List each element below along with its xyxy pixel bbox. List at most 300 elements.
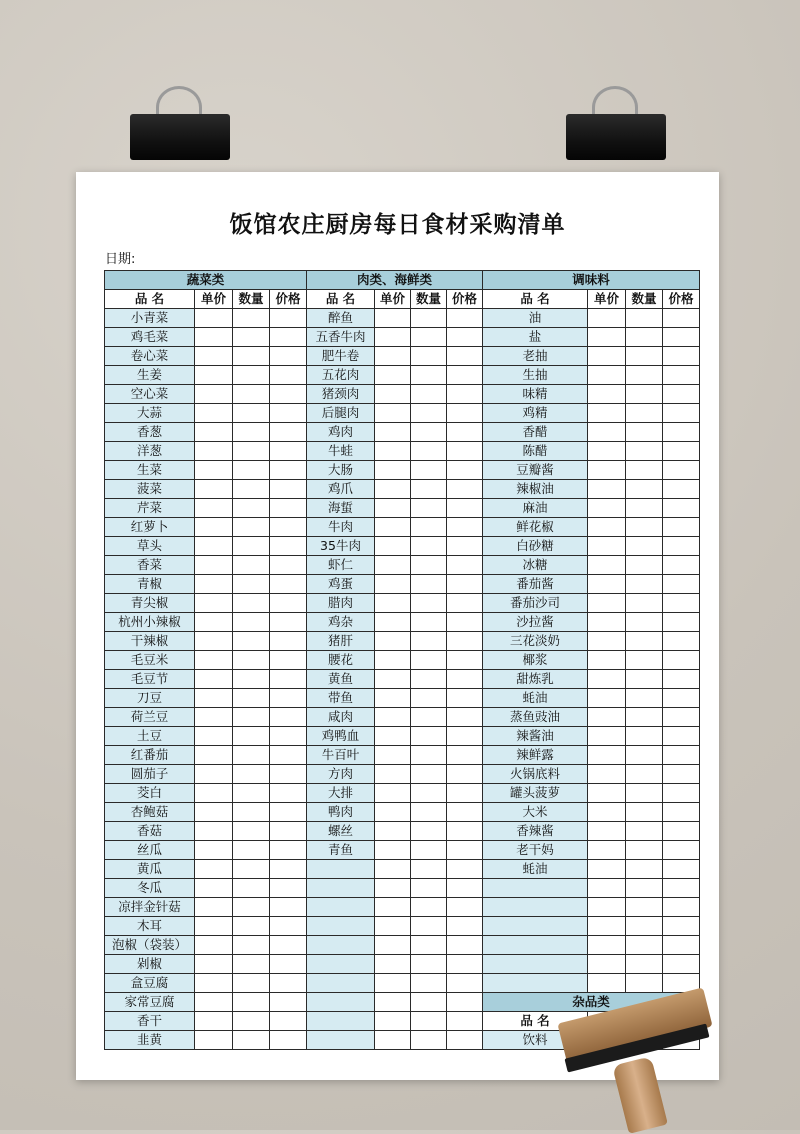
seasoning-price-cell[interactable] xyxy=(663,499,700,518)
veg-unit-price-cell[interactable] xyxy=(195,822,233,841)
veg-qty-cell[interactable] xyxy=(233,347,270,366)
seasoning-qty-cell[interactable] xyxy=(626,613,663,632)
seasoning-unit-price-cell[interactable] xyxy=(588,898,626,917)
veg-price-cell[interactable] xyxy=(270,556,307,575)
veg-unit-price-cell[interactable] xyxy=(195,423,233,442)
veg-price-cell[interactable] xyxy=(270,442,307,461)
meat-unit-price-cell[interactable] xyxy=(375,936,411,955)
meat-qty-cell[interactable] xyxy=(411,689,447,708)
meat-price-cell[interactable] xyxy=(447,423,483,442)
seasoning-price-cell[interactable] xyxy=(663,936,700,955)
veg-unit-price-cell[interactable] xyxy=(195,575,233,594)
veg-qty-cell[interactable] xyxy=(233,746,270,765)
meat-qty-cell[interactable] xyxy=(411,347,447,366)
meat-unit-price-cell[interactable] xyxy=(375,613,411,632)
seasoning-price-cell[interactable] xyxy=(663,708,700,727)
veg-qty-cell[interactable] xyxy=(233,556,270,575)
seasoning-qty-cell[interactable] xyxy=(626,784,663,803)
seasoning-price-cell[interactable] xyxy=(663,632,700,651)
veg-qty-cell[interactable] xyxy=(233,480,270,499)
meat-price-cell[interactable] xyxy=(447,1012,483,1031)
meat-qty-cell[interactable] xyxy=(411,328,447,347)
seasoning-qty-cell[interactable] xyxy=(626,841,663,860)
veg-price-cell[interactable] xyxy=(270,1031,307,1050)
seasoning-qty-cell[interactable] xyxy=(626,727,663,746)
veg-qty-cell[interactable] xyxy=(233,594,270,613)
meat-unit-price-cell[interactable] xyxy=(375,765,411,784)
seasoning-qty-cell[interactable] xyxy=(626,917,663,936)
meat-unit-price-cell[interactable] xyxy=(375,993,411,1012)
meat-price-cell[interactable] xyxy=(447,556,483,575)
meat-price-cell[interactable] xyxy=(447,309,483,328)
veg-unit-price-cell[interactable] xyxy=(195,1031,233,1050)
meat-unit-price-cell[interactable] xyxy=(375,1031,411,1050)
seasoning-unit-price-cell[interactable] xyxy=(588,575,626,594)
seasoning-qty-cell[interactable] xyxy=(626,404,663,423)
meat-qty-cell[interactable] xyxy=(411,765,447,784)
veg-qty-cell[interactable] xyxy=(233,727,270,746)
meat-price-cell[interactable] xyxy=(447,917,483,936)
seasoning-unit-price-cell[interactable] xyxy=(588,936,626,955)
seasoning-unit-price-cell[interactable] xyxy=(588,347,626,366)
veg-unit-price-cell[interactable] xyxy=(195,689,233,708)
seasoning-unit-price-cell[interactable] xyxy=(588,404,626,423)
seasoning-unit-price-cell[interactable] xyxy=(588,328,626,347)
veg-price-cell[interactable] xyxy=(270,822,307,841)
veg-qty-cell[interactable] xyxy=(233,442,270,461)
veg-qty-cell[interactable] xyxy=(233,518,270,537)
seasoning-price-cell[interactable] xyxy=(663,879,700,898)
meat-qty-cell[interactable] xyxy=(411,784,447,803)
meat-qty-cell[interactable] xyxy=(411,708,447,727)
veg-unit-price-cell[interactable] xyxy=(195,309,233,328)
meat-qty-cell[interactable] xyxy=(411,670,447,689)
veg-unit-price-cell[interactable] xyxy=(195,613,233,632)
seasoning-price-cell[interactable] xyxy=(663,594,700,613)
veg-qty-cell[interactable] xyxy=(233,822,270,841)
veg-unit-price-cell[interactable] xyxy=(195,708,233,727)
meat-unit-price-cell[interactable] xyxy=(375,708,411,727)
veg-qty-cell[interactable] xyxy=(233,708,270,727)
meat-price-cell[interactable] xyxy=(447,385,483,404)
meat-qty-cell[interactable] xyxy=(411,746,447,765)
meat-price-cell[interactable] xyxy=(447,746,483,765)
meat-price-cell[interactable] xyxy=(447,879,483,898)
seasoning-qty-cell[interactable] xyxy=(626,575,663,594)
seasoning-price-cell[interactable] xyxy=(663,385,700,404)
meat-price-cell[interactable] xyxy=(447,841,483,860)
meat-qty-cell[interactable] xyxy=(411,860,447,879)
meat-qty-cell[interactable] xyxy=(411,803,447,822)
veg-price-cell[interactable] xyxy=(270,993,307,1012)
seasoning-unit-price-cell[interactable] xyxy=(588,708,626,727)
veg-unit-price-cell[interactable] xyxy=(195,803,233,822)
veg-price-cell[interactable] xyxy=(270,347,307,366)
veg-unit-price-cell[interactable] xyxy=(195,860,233,879)
veg-unit-price-cell[interactable] xyxy=(195,841,233,860)
seasoning-unit-price-cell[interactable] xyxy=(588,974,626,993)
veg-unit-price-cell[interactable] xyxy=(195,765,233,784)
seasoning-price-cell[interactable] xyxy=(663,518,700,537)
veg-price-cell[interactable] xyxy=(270,328,307,347)
veg-unit-price-cell[interactable] xyxy=(195,784,233,803)
seasoning-price-cell[interactable] xyxy=(663,803,700,822)
veg-unit-price-cell[interactable] xyxy=(195,537,233,556)
meat-qty-cell[interactable] xyxy=(411,898,447,917)
veg-unit-price-cell[interactable] xyxy=(195,366,233,385)
seasoning-unit-price-cell[interactable] xyxy=(588,518,626,537)
veg-unit-price-cell[interactable] xyxy=(195,461,233,480)
meat-qty-cell[interactable] xyxy=(411,594,447,613)
meat-qty-cell[interactable] xyxy=(411,936,447,955)
veg-unit-price-cell[interactable] xyxy=(195,898,233,917)
meat-price-cell[interactable] xyxy=(447,594,483,613)
seasoning-qty-cell[interactable] xyxy=(626,765,663,784)
meat-unit-price-cell[interactable] xyxy=(375,575,411,594)
seasoning-qty-cell[interactable] xyxy=(626,936,663,955)
seasoning-unit-price-cell[interactable] xyxy=(588,366,626,385)
veg-unit-price-cell[interactable] xyxy=(195,556,233,575)
meat-price-cell[interactable] xyxy=(447,822,483,841)
veg-unit-price-cell[interactable] xyxy=(195,347,233,366)
meat-qty-cell[interactable] xyxy=(411,480,447,499)
seasoning-qty-cell[interactable] xyxy=(626,309,663,328)
meat-qty-cell[interactable] xyxy=(411,1031,447,1050)
meat-price-cell[interactable] xyxy=(447,936,483,955)
seasoning-qty-cell[interactable] xyxy=(626,328,663,347)
seasoning-price-cell[interactable] xyxy=(663,613,700,632)
seasoning-unit-price-cell[interactable] xyxy=(588,784,626,803)
meat-qty-cell[interactable] xyxy=(411,651,447,670)
seasoning-qty-cell[interactable] xyxy=(626,651,663,670)
veg-unit-price-cell[interactable] xyxy=(195,518,233,537)
seasoning-price-cell[interactable] xyxy=(663,765,700,784)
meat-qty-cell[interactable] xyxy=(411,632,447,651)
seasoning-price-cell[interactable] xyxy=(663,575,700,594)
seasoning-price-cell[interactable] xyxy=(663,423,700,442)
seasoning-qty-cell[interactable] xyxy=(626,860,663,879)
meat-qty-cell[interactable] xyxy=(411,423,447,442)
meat-qty-cell[interactable] xyxy=(411,879,447,898)
veg-qty-cell[interactable] xyxy=(233,936,270,955)
veg-price-cell[interactable] xyxy=(270,803,307,822)
seasoning-qty-cell[interactable] xyxy=(626,670,663,689)
seasoning-unit-price-cell[interactable] xyxy=(588,613,626,632)
veg-price-cell[interactable] xyxy=(270,898,307,917)
veg-price-cell[interactable] xyxy=(270,708,307,727)
veg-price-cell[interactable] xyxy=(270,860,307,879)
meat-price-cell[interactable] xyxy=(447,366,483,385)
meat-qty-cell[interactable] xyxy=(411,442,447,461)
seasoning-price-cell[interactable] xyxy=(663,784,700,803)
meat-unit-price-cell[interactable] xyxy=(375,537,411,556)
meat-qty-cell[interactable] xyxy=(411,309,447,328)
seasoning-unit-price-cell[interactable] xyxy=(588,841,626,860)
meat-unit-price-cell[interactable] xyxy=(375,423,411,442)
seasoning-price-cell[interactable] xyxy=(663,746,700,765)
seasoning-unit-price-cell[interactable] xyxy=(588,879,626,898)
meat-price-cell[interactable] xyxy=(447,499,483,518)
veg-qty-cell[interactable] xyxy=(233,328,270,347)
veg-qty-cell[interactable] xyxy=(233,974,270,993)
veg-unit-price-cell[interactable] xyxy=(195,727,233,746)
veg-qty-cell[interactable] xyxy=(233,575,270,594)
meat-price-cell[interactable] xyxy=(447,480,483,499)
seasoning-price-cell[interactable] xyxy=(663,651,700,670)
veg-price-cell[interactable] xyxy=(270,841,307,860)
seasoning-price-cell[interactable] xyxy=(663,309,700,328)
seasoning-qty-cell[interactable] xyxy=(626,632,663,651)
veg-qty-cell[interactable] xyxy=(233,860,270,879)
seasoning-qty-cell[interactable] xyxy=(626,974,663,993)
meat-unit-price-cell[interactable] xyxy=(375,841,411,860)
veg-price-cell[interactable] xyxy=(270,594,307,613)
veg-unit-price-cell[interactable] xyxy=(195,632,233,651)
meat-unit-price-cell[interactable] xyxy=(375,879,411,898)
seasoning-unit-price-cell[interactable] xyxy=(588,499,626,518)
meat-price-cell[interactable] xyxy=(447,1031,483,1050)
meat-price-cell[interactable] xyxy=(447,803,483,822)
seasoning-unit-price-cell[interactable] xyxy=(588,423,626,442)
veg-qty-cell[interactable] xyxy=(233,1031,270,1050)
meat-unit-price-cell[interactable] xyxy=(375,898,411,917)
meat-unit-price-cell[interactable] xyxy=(375,1012,411,1031)
veg-price-cell[interactable] xyxy=(270,727,307,746)
meat-price-cell[interactable] xyxy=(447,708,483,727)
veg-qty-cell[interactable] xyxy=(233,803,270,822)
meat-price-cell[interactable] xyxy=(447,898,483,917)
veg-unit-price-cell[interactable] xyxy=(195,651,233,670)
veg-price-cell[interactable] xyxy=(270,518,307,537)
seasoning-unit-price-cell[interactable] xyxy=(588,955,626,974)
seasoning-qty-cell[interactable] xyxy=(626,423,663,442)
veg-qty-cell[interactable] xyxy=(233,670,270,689)
seasoning-unit-price-cell[interactable] xyxy=(588,860,626,879)
veg-unit-price-cell[interactable] xyxy=(195,746,233,765)
meat-price-cell[interactable] xyxy=(447,651,483,670)
veg-qty-cell[interactable] xyxy=(233,309,270,328)
seasoning-unit-price-cell[interactable] xyxy=(588,746,626,765)
seasoning-price-cell[interactable] xyxy=(663,955,700,974)
meat-price-cell[interactable] xyxy=(447,404,483,423)
meat-unit-price-cell[interactable] xyxy=(375,385,411,404)
veg-price-cell[interactable] xyxy=(270,955,307,974)
veg-price-cell[interactable] xyxy=(270,784,307,803)
veg-price-cell[interactable] xyxy=(270,461,307,480)
meat-unit-price-cell[interactable] xyxy=(375,442,411,461)
veg-price-cell[interactable] xyxy=(270,613,307,632)
meat-unit-price-cell[interactable] xyxy=(375,860,411,879)
veg-unit-price-cell[interactable] xyxy=(195,385,233,404)
seasoning-unit-price-cell[interactable] xyxy=(588,822,626,841)
seasoning-price-cell[interactable] xyxy=(663,537,700,556)
veg-qty-cell[interactable] xyxy=(233,1012,270,1031)
veg-price-cell[interactable] xyxy=(270,480,307,499)
veg-qty-cell[interactable] xyxy=(233,632,270,651)
veg-price-cell[interactable] xyxy=(270,423,307,442)
seasoning-price-cell[interactable] xyxy=(663,404,700,423)
meat-qty-cell[interactable] xyxy=(411,461,447,480)
meat-price-cell[interactable] xyxy=(447,974,483,993)
veg-unit-price-cell[interactable] xyxy=(195,974,233,993)
seasoning-price-cell[interactable] xyxy=(663,727,700,746)
veg-qty-cell[interactable] xyxy=(233,404,270,423)
veg-price-cell[interactable] xyxy=(270,575,307,594)
meat-qty-cell[interactable] xyxy=(411,974,447,993)
meat-qty-cell[interactable] xyxy=(411,366,447,385)
seasoning-price-cell[interactable] xyxy=(663,898,700,917)
meat-price-cell[interactable] xyxy=(447,670,483,689)
seasoning-qty-cell[interactable] xyxy=(626,480,663,499)
seasoning-price-cell[interactable] xyxy=(663,841,700,860)
meat-unit-price-cell[interactable] xyxy=(375,404,411,423)
meat-qty-cell[interactable] xyxy=(411,385,447,404)
meat-qty-cell[interactable] xyxy=(411,822,447,841)
seasoning-unit-price-cell[interactable] xyxy=(588,632,626,651)
veg-unit-price-cell[interactable] xyxy=(195,936,233,955)
meat-price-cell[interactable] xyxy=(447,518,483,537)
meat-qty-cell[interactable] xyxy=(411,537,447,556)
meat-unit-price-cell[interactable] xyxy=(375,917,411,936)
veg-unit-price-cell[interactable] xyxy=(195,499,233,518)
veg-price-cell[interactable] xyxy=(270,974,307,993)
seasoning-qty-cell[interactable] xyxy=(626,518,663,537)
veg-price-cell[interactable] xyxy=(270,366,307,385)
seasoning-qty-cell[interactable] xyxy=(626,898,663,917)
meat-unit-price-cell[interactable] xyxy=(375,803,411,822)
meat-price-cell[interactable] xyxy=(447,575,483,594)
veg-price-cell[interactable] xyxy=(270,746,307,765)
meat-unit-price-cell[interactable] xyxy=(375,461,411,480)
meat-qty-cell[interactable] xyxy=(411,518,447,537)
veg-qty-cell[interactable] xyxy=(233,537,270,556)
seasoning-unit-price-cell[interactable] xyxy=(588,442,626,461)
seasoning-qty-cell[interactable] xyxy=(626,461,663,480)
meat-unit-price-cell[interactable] xyxy=(375,689,411,708)
seasoning-price-cell[interactable] xyxy=(663,366,700,385)
meat-qty-cell[interactable] xyxy=(411,993,447,1012)
seasoning-unit-price-cell[interactable] xyxy=(588,803,626,822)
meat-qty-cell[interactable] xyxy=(411,917,447,936)
veg-price-cell[interactable] xyxy=(270,499,307,518)
veg-qty-cell[interactable] xyxy=(233,898,270,917)
veg-qty-cell[interactable] xyxy=(233,366,270,385)
meat-price-cell[interactable] xyxy=(447,613,483,632)
veg-qty-cell[interactable] xyxy=(233,993,270,1012)
meat-unit-price-cell[interactable] xyxy=(375,347,411,366)
veg-price-cell[interactable] xyxy=(270,765,307,784)
veg-price-cell[interactable] xyxy=(270,1012,307,1031)
seasoning-qty-cell[interactable] xyxy=(626,556,663,575)
meat-qty-cell[interactable] xyxy=(411,955,447,974)
veg-unit-price-cell[interactable] xyxy=(195,404,233,423)
seasoning-qty-cell[interactable] xyxy=(626,955,663,974)
meat-price-cell[interactable] xyxy=(447,328,483,347)
meat-unit-price-cell[interactable] xyxy=(375,651,411,670)
meat-price-cell[interactable] xyxy=(447,860,483,879)
veg-price-cell[interactable] xyxy=(270,404,307,423)
seasoning-unit-price-cell[interactable] xyxy=(588,537,626,556)
meat-price-cell[interactable] xyxy=(447,347,483,366)
meat-qty-cell[interactable] xyxy=(411,556,447,575)
seasoning-price-cell[interactable] xyxy=(663,917,700,936)
meat-qty-cell[interactable] xyxy=(411,575,447,594)
meat-price-cell[interactable] xyxy=(447,993,483,1012)
seasoning-price-cell[interactable] xyxy=(663,689,700,708)
veg-price-cell[interactable] xyxy=(270,632,307,651)
seasoning-qty-cell[interactable] xyxy=(626,746,663,765)
veg-qty-cell[interactable] xyxy=(233,423,270,442)
meat-unit-price-cell[interactable] xyxy=(375,309,411,328)
seasoning-qty-cell[interactable] xyxy=(626,822,663,841)
veg-qty-cell[interactable] xyxy=(233,917,270,936)
veg-qty-cell[interactable] xyxy=(233,461,270,480)
veg-qty-cell[interactable] xyxy=(233,499,270,518)
veg-price-cell[interactable] xyxy=(270,651,307,670)
seasoning-qty-cell[interactable] xyxy=(626,347,663,366)
seasoning-price-cell[interactable] xyxy=(663,461,700,480)
seasoning-unit-price-cell[interactable] xyxy=(588,765,626,784)
seasoning-price-cell[interactable] xyxy=(663,860,700,879)
veg-price-cell[interactable] xyxy=(270,670,307,689)
meat-unit-price-cell[interactable] xyxy=(375,670,411,689)
seasoning-unit-price-cell[interactable] xyxy=(588,309,626,328)
seasoning-qty-cell[interactable] xyxy=(626,537,663,556)
meat-unit-price-cell[interactable] xyxy=(375,822,411,841)
meat-qty-cell[interactable] xyxy=(411,404,447,423)
seasoning-price-cell[interactable] xyxy=(663,442,700,461)
meat-price-cell[interactable] xyxy=(447,784,483,803)
veg-unit-price-cell[interactable] xyxy=(195,993,233,1012)
meat-unit-price-cell[interactable] xyxy=(375,746,411,765)
meat-price-cell[interactable] xyxy=(447,689,483,708)
veg-price-cell[interactable] xyxy=(270,879,307,898)
veg-unit-price-cell[interactable] xyxy=(195,670,233,689)
veg-qty-cell[interactable] xyxy=(233,613,270,632)
meat-price-cell[interactable] xyxy=(447,632,483,651)
meat-qty-cell[interactable] xyxy=(411,613,447,632)
seasoning-unit-price-cell[interactable] xyxy=(588,651,626,670)
seasoning-unit-price-cell[interactable] xyxy=(588,480,626,499)
seasoning-qty-cell[interactable] xyxy=(626,594,663,613)
seasoning-price-cell[interactable] xyxy=(663,480,700,499)
veg-price-cell[interactable] xyxy=(270,689,307,708)
veg-unit-price-cell[interactable] xyxy=(195,879,233,898)
meat-price-cell[interactable] xyxy=(447,765,483,784)
seasoning-unit-price-cell[interactable] xyxy=(588,917,626,936)
seasoning-qty-cell[interactable] xyxy=(626,708,663,727)
veg-unit-price-cell[interactable] xyxy=(195,594,233,613)
seasoning-unit-price-cell[interactable] xyxy=(588,727,626,746)
meat-price-cell[interactable] xyxy=(447,537,483,556)
seasoning-unit-price-cell[interactable] xyxy=(588,556,626,575)
meat-unit-price-cell[interactable] xyxy=(375,480,411,499)
seasoning-qty-cell[interactable] xyxy=(626,689,663,708)
veg-unit-price-cell[interactable] xyxy=(195,442,233,461)
meat-unit-price-cell[interactable] xyxy=(375,974,411,993)
seasoning-price-cell[interactable] xyxy=(663,347,700,366)
meat-unit-price-cell[interactable] xyxy=(375,518,411,537)
veg-price-cell[interactable] xyxy=(270,936,307,955)
meat-unit-price-cell[interactable] xyxy=(375,499,411,518)
veg-price-cell[interactable] xyxy=(270,385,307,404)
veg-unit-price-cell[interactable] xyxy=(195,955,233,974)
veg-qty-cell[interactable] xyxy=(233,689,270,708)
meat-unit-price-cell[interactable] xyxy=(375,632,411,651)
seasoning-qty-cell[interactable] xyxy=(626,803,663,822)
meat-unit-price-cell[interactable] xyxy=(375,784,411,803)
seasoning-unit-price-cell[interactable] xyxy=(588,461,626,480)
